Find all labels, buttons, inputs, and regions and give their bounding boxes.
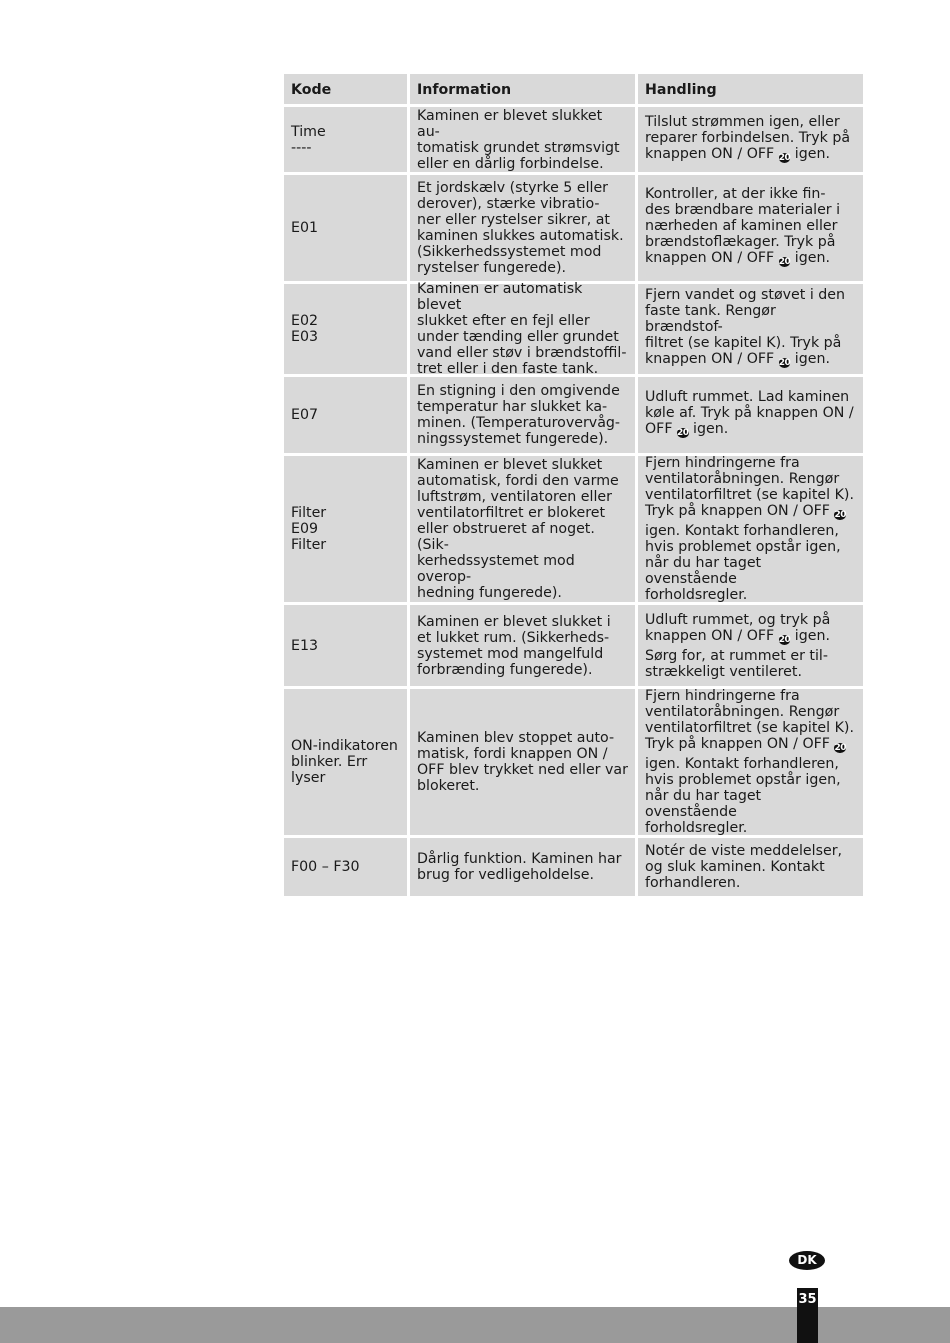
table-row-information: En stigning i den omgivende temperatur har slukket ka- minen. (Temperaturovervåg- ningssystemet fungerede). bbox=[410, 377, 635, 453]
button-number-icon: 20 bbox=[778, 634, 791, 645]
button-number-icon: 20 bbox=[834, 510, 846, 520]
header-handling: Handling bbox=[638, 74, 863, 104]
table-row-kode: ON-indikatoren blinker. Err lyser bbox=[284, 689, 407, 835]
table-row-information: Kaminen blev stoppet auto- matisk, fordi knappen ON / OFF blev trykket ned eller var blokeret. bbox=[410, 689, 635, 835]
table-row-handling: Notér de viste meddelelser, og sluk kaminen. Kontakt forhandleren. bbox=[638, 838, 863, 896]
table-row-information: Kaminen er blevet slukket au- tomatisk grundet strømsvigt eller en dårlig forbindelse. bbox=[410, 107, 635, 172]
table-row-handling: Tilslut strømmen igen, eller reparer forbindelsen. Tryk på knappen ON / OFF 20 igen. bbox=[638, 107, 863, 172]
button-number-icon: 20 bbox=[778, 152, 791, 163]
error-code-table bbox=[284, 74, 863, 896]
header-kode: Kode bbox=[284, 74, 407, 104]
table-row-kode: F00 – F30 bbox=[284, 838, 407, 896]
language-badge: DK bbox=[789, 1251, 825, 1270]
table-row-kode: E07 bbox=[284, 377, 407, 453]
table-row-information: Kaminen er automatisk blevet slukket efter en fejl eller under tænding eller grundet vand eller støv i brændstoffil- tret eller i den faste tank. bbox=[410, 284, 635, 374]
table-row-kode: Time ---- bbox=[284, 107, 407, 172]
table-row-kode: E02 E03 bbox=[284, 284, 407, 374]
table-row-kode: E01 bbox=[284, 175, 407, 281]
table-row-information: Kaminen er blevet slukket automatisk, fordi den varme luftstrøm, ventilatoren eller ventilatorfiltret er blokeret eller obstrueret af noget. (Sik- kerhedssystemet mod overop- hedning fungerede). bbox=[410, 456, 635, 602]
table-row-information: Et jordskælv (styrke 5 eller derover), stærke vibratio- ner eller rystelser sikrer, at kaminen slukkes automatisk. (Sikkerhedssystemet mod rystelser fungerede). bbox=[410, 175, 635, 281]
button-number-icon: 20 bbox=[778, 358, 791, 368]
header-information: Information bbox=[410, 74, 635, 104]
table-row-kode: E13 bbox=[284, 605, 407, 686]
table-row-handling: Fjern vandet og støvet i den faste tank. Rengør brændstof- filtret (se kapitel K). Tryk på knappen ON / OFF 20 igen. bbox=[638, 284, 863, 374]
table-row-handling: Fjern hindringerne fra ventilatoråbningen. Rengør ventilatorfiltret (se kapitel K). Tryk på knappen ON / OFF 20 igen. Kontakt forhandleren, hvis problemet opstår igen, når du har taget ovenstående forholdsregler. bbox=[638, 456, 863, 602]
table-row-handling: Udluft rummet. Lad kaminen køle af. Tryk på knappen ON / OFF 20 igen. bbox=[638, 377, 863, 453]
button-number-icon: 20 bbox=[834, 743, 846, 753]
table-row-kode: Filter E09 Filter bbox=[284, 456, 407, 602]
table-row-information: Kaminen er blevet slukket i et lukket rum. (Sikkerheds- systemet mod mangelfuld forbrænding fungerede). bbox=[410, 605, 635, 686]
button-number-icon: 20 bbox=[778, 257, 791, 267]
table-row-handling: Udluft rummet, og tryk på knappen ON / OFF 20 igen. Sørg for, at rummet er til- strækkeligt ventileret. bbox=[638, 605, 863, 686]
table-row-handling: Kontroller, at der ikke fin- des brændbare materialer i nærheden af kaminen eller brændstoflækager. Tryk på knappen ON / OFF 20 igen. bbox=[638, 175, 863, 281]
button-number-icon: 20 bbox=[677, 428, 689, 438]
table-row-information: Dårlig funktion. Kaminen har brug for vedligeholdelse. bbox=[410, 838, 635, 896]
table-row-handling: Fjern hindringerne fra ventilatoråbningen. Rengør ventilatorfiltret (se kapitel K). Tryk på knappen ON / OFF 20 igen. Kontakt forhandleren, hvis problemet opstår igen, når du har taget ovenstående forholdsregler. bbox=[638, 689, 863, 835]
page-number: 35 bbox=[797, 1288, 818, 1343]
